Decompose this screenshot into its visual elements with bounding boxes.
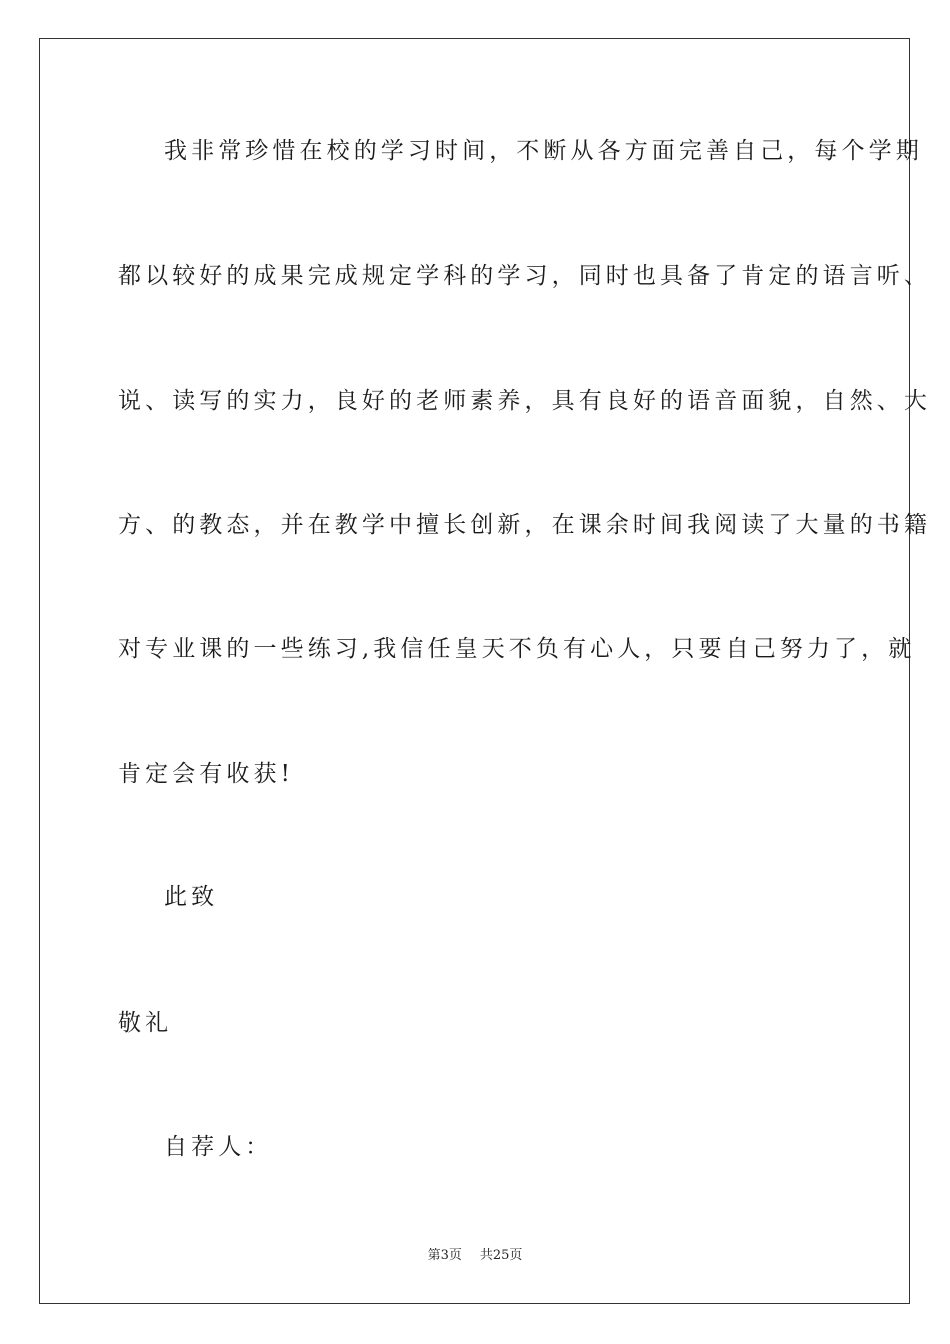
body-line-4: 方、的教态，并在教学中擅长创新，在课余时间我阅读了大量的书籍 [118, 512, 931, 538]
page-footer [0, 1247, 950, 1265]
salutation-text: 敬礼 [118, 1010, 173, 1036]
page-border [39, 38, 931, 1304]
signature-label: 自荐人： [164, 1134, 273, 1160]
closing-text: 此致 [164, 884, 219, 910]
page-number: 第3页 [427, 1248, 462, 1263]
body-line-2: 都以较好的成果完成规定学科的学习，同时也具备了肯定的语言听、 [118, 263, 931, 289]
body-line-6: 肯定会有收获! [118, 761, 294, 787]
body-line-1: 我非常珍惜在校的学习时间，不断从各方面完善自己，每个学期 [164, 138, 923, 164]
body-line-5: 对专业课的一些练习,我信任皇天不负有心人，只要自己努力了，就 [118, 636, 916, 662]
body-line-3: 说、读写的实力，良好的老师素养，具有良好的语音面貌，自然、大 [118, 388, 931, 414]
page-total: 共25页 [479, 1248, 523, 1263]
